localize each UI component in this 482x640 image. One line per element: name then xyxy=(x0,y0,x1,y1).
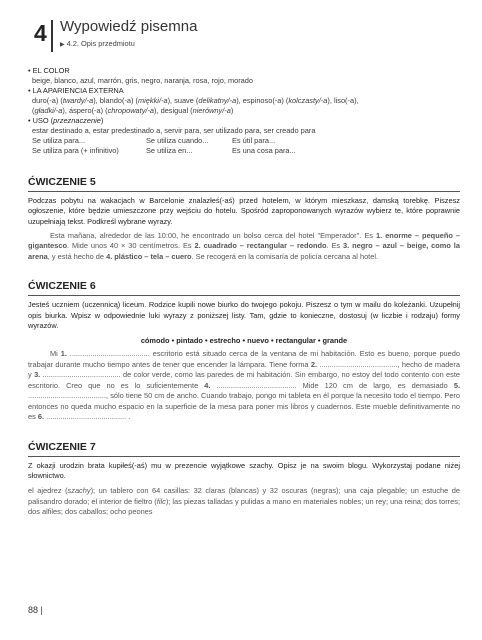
exercise-instruction: Z okazji urodzin brata kupiłeś(-aś) mu w prezencie wyjątkowe szachy. Opisz je na swoim blogu. Wykorzystaj podane niżej słownictwo. xyxy=(28,460,460,481)
text-run: ( xyxy=(32,106,35,115)
page-footer: 88 | xyxy=(28,605,43,615)
text-run: ), suave ( xyxy=(167,96,199,105)
text-run: filc xyxy=(156,496,166,506)
exercise-6 xyxy=(28,280,460,422)
text-run: 2. xyxy=(310,359,318,369)
exercise-5 xyxy=(28,176,460,262)
text-run: ......................................, sólo tiene 50 cm de ancho. Cuando trabajo, pongo mi tableta en él porque la necesito todo el tiempo. Pero entonces no queda mucho espacio en la superficie de la mesa para poner mis libros y cuadernos. Este mueble definitivamente no es xyxy=(28,391,460,422)
exercise-instruction: Podczas pobytu na wakacjach w Barcelonie znalazłeś(-aś) przed hotelem, w którym mieszkasz, damską torebkę. Piszesz ogłoszenie, które będzie umieszczone przy wejściu do hotelu. Spośród zaproponowanych wyrazów wybierz te, które poprawnie uzupełniają tekst. Podkreśl wybrane wyrazy. xyxy=(28,196,460,226)
exercise-text xyxy=(28,349,460,423)
divider xyxy=(28,191,460,192)
text-run: 1. enorme – pequeño – gigantesco xyxy=(28,230,460,251)
exercise-title: ĆWICZENIE 5 xyxy=(28,176,96,188)
vocab-use-heading xyxy=(28,116,460,126)
divider xyxy=(28,295,460,296)
word-bank: cómodo • pintado • estrecho • nuevo • rectangular • grande xyxy=(140,336,348,346)
vocab-use-line: estar destinado a, estar predestinado a, servir para, ser utilizado para, ser creado para xyxy=(32,126,316,135)
vocab-phrase-row xyxy=(28,146,460,156)
text-run: 2. cuadrado – rectangular – redondo xyxy=(194,241,327,251)
text-run: ); un tablero con 64 casillas: 32 claras (blancas) y 32 oscuras (negras); una caja plegable; un estuche de palisandro dorado; el interior de fieltro ( xyxy=(28,486,460,506)
text-run: Mi xyxy=(50,349,61,359)
vocab-appearance-heading: • LA APARIENCIA EXTERNA xyxy=(28,86,124,95)
text-run: ....................................... escritorio está situado cerca de la ventana de mi habitación. Esto es bueno, porque puedo trabajar durante mucho tiempo antes de tener que encender la lámpara. Tiene forma xyxy=(28,349,460,369)
section-subtitle xyxy=(60,39,135,48)
text-run: ....................................... Mide 120 cm de largo, es demasiado xyxy=(210,380,454,390)
text-run: ), espinoso(-a) ( xyxy=(236,96,289,105)
text-run: 5. xyxy=(453,380,460,390)
text-run: 3. negro – azul – beige, como la arena xyxy=(28,241,460,261)
text-run: gładki/-a xyxy=(34,106,63,115)
text-run: ), liso(-a), xyxy=(327,96,359,105)
chapter-number: 4 xyxy=(34,20,47,46)
page-content xyxy=(28,66,460,518)
text-run: ....................................... . xyxy=(44,412,131,422)
text-run: el ajedrez ( xyxy=(28,486,68,496)
divider xyxy=(28,456,460,457)
vocab-phrase: Se utiliza cuando... xyxy=(146,136,209,145)
header-divider xyxy=(51,20,53,52)
vocab-color-heading: • EL COLOR xyxy=(28,66,70,75)
vocab-phrase: Se utiliza para... xyxy=(32,136,85,145)
exercise-7 xyxy=(28,441,460,518)
vocab-phrase: Es útil para... xyxy=(232,136,276,145)
vocab-appearance-line-1 xyxy=(28,96,460,106)
text-run: przeznaczenie xyxy=(53,116,101,125)
text-run: szachy xyxy=(67,486,91,496)
text-run: duro(-a) ( xyxy=(32,96,63,105)
text-run: . Mide unos 40 × 30 centímetros. Es xyxy=(67,241,195,251)
exercise-title: ĆWICZENIE 6 xyxy=(28,280,96,293)
text-run: 4. plástico – tela – cuero xyxy=(106,251,192,261)
text-run: ); las piezas talladas y pulidas a mano en materiales nobles; un rey; una reina; dos torres; dos alfiles; dos caballos; ocho peones xyxy=(28,496,460,517)
text-run: nierówny/-a xyxy=(192,106,231,115)
vocab-appearance-line-2 xyxy=(28,106,460,116)
text-run: delikatny/-a xyxy=(198,96,237,105)
exercise-instruction: Jesteś uczniem (uczennicą) liceum. Rodzice kupili nowe biurko do twojego pokoju. Piszesz o tym w mailu do koleżanki. Uzupełnij opis biurka. Wpisz w odpowiednie luki wyrazy z poniższej listy. Tam, gdzie to konieczne, dostosuj (w liczbie i rodzaju) formy wyrazów. xyxy=(28,300,460,330)
triangle-right-icon: ▶ xyxy=(60,42,65,48)
text-run: Esta mañana, alrededor de las 10:00, he encontrado un bolso cerca del hotel "Emperador". Es xyxy=(50,230,376,240)
text-run: . Se recogerá en la comisaría de policía cercana al hotel. xyxy=(191,251,379,261)
text-run: 6. xyxy=(37,412,45,422)
text-run: , y está hecho de xyxy=(47,251,107,261)
vocabulary-list xyxy=(28,66,460,156)
vocab-phrase: Es una cosa para... xyxy=(232,146,296,155)
text-run: • USO ( xyxy=(28,116,54,125)
page-number: 88 xyxy=(28,605,39,615)
vocab-phrase: Se utiliza para (+ infinitivo) xyxy=(32,146,119,155)
chapter-title: Wypowiedź pisemna xyxy=(60,18,198,35)
text-run: ), desigual ( xyxy=(154,106,193,115)
vocab-color-line: beige, blanco, azul, marrón, gris, negro, naranja, rosa, rojo, morado xyxy=(32,76,254,85)
section-subtitle-text: 4.2. Opis przedmiotu xyxy=(66,39,135,48)
exercise-text xyxy=(28,486,460,518)
text-run: chropowaty/-a xyxy=(107,106,155,115)
text-run: twardy/-a xyxy=(62,96,94,105)
text-run: ) xyxy=(100,116,104,125)
text-run: . Es xyxy=(326,241,344,251)
exercise-title: ĆWICZENIE 7 xyxy=(28,440,96,453)
text-run: miękki/-a xyxy=(138,96,168,105)
vocab-phrase-row xyxy=(28,136,460,146)
text-run: 3. xyxy=(34,370,41,380)
exercise-text xyxy=(28,231,460,263)
text-run: ), blando(-a) ( xyxy=(93,96,138,105)
text-run: ) xyxy=(230,106,234,115)
text-run: 4. xyxy=(204,380,211,390)
text-run: 1. xyxy=(60,349,67,359)
text-run: ...................................... de color verde, como las paredes de mi habitación. Sin embargo, no estoy del todo contento con este escritorio. Creo que no es lo suficientemente xyxy=(28,370,461,390)
text-run: ), áspero(-a) ( xyxy=(62,106,108,115)
vocab-phrase: Se utiliza en... xyxy=(146,146,193,155)
text-run: ......................................, hecho de madera y xyxy=(28,359,460,380)
text-run: kolczasty/-a xyxy=(288,96,328,105)
